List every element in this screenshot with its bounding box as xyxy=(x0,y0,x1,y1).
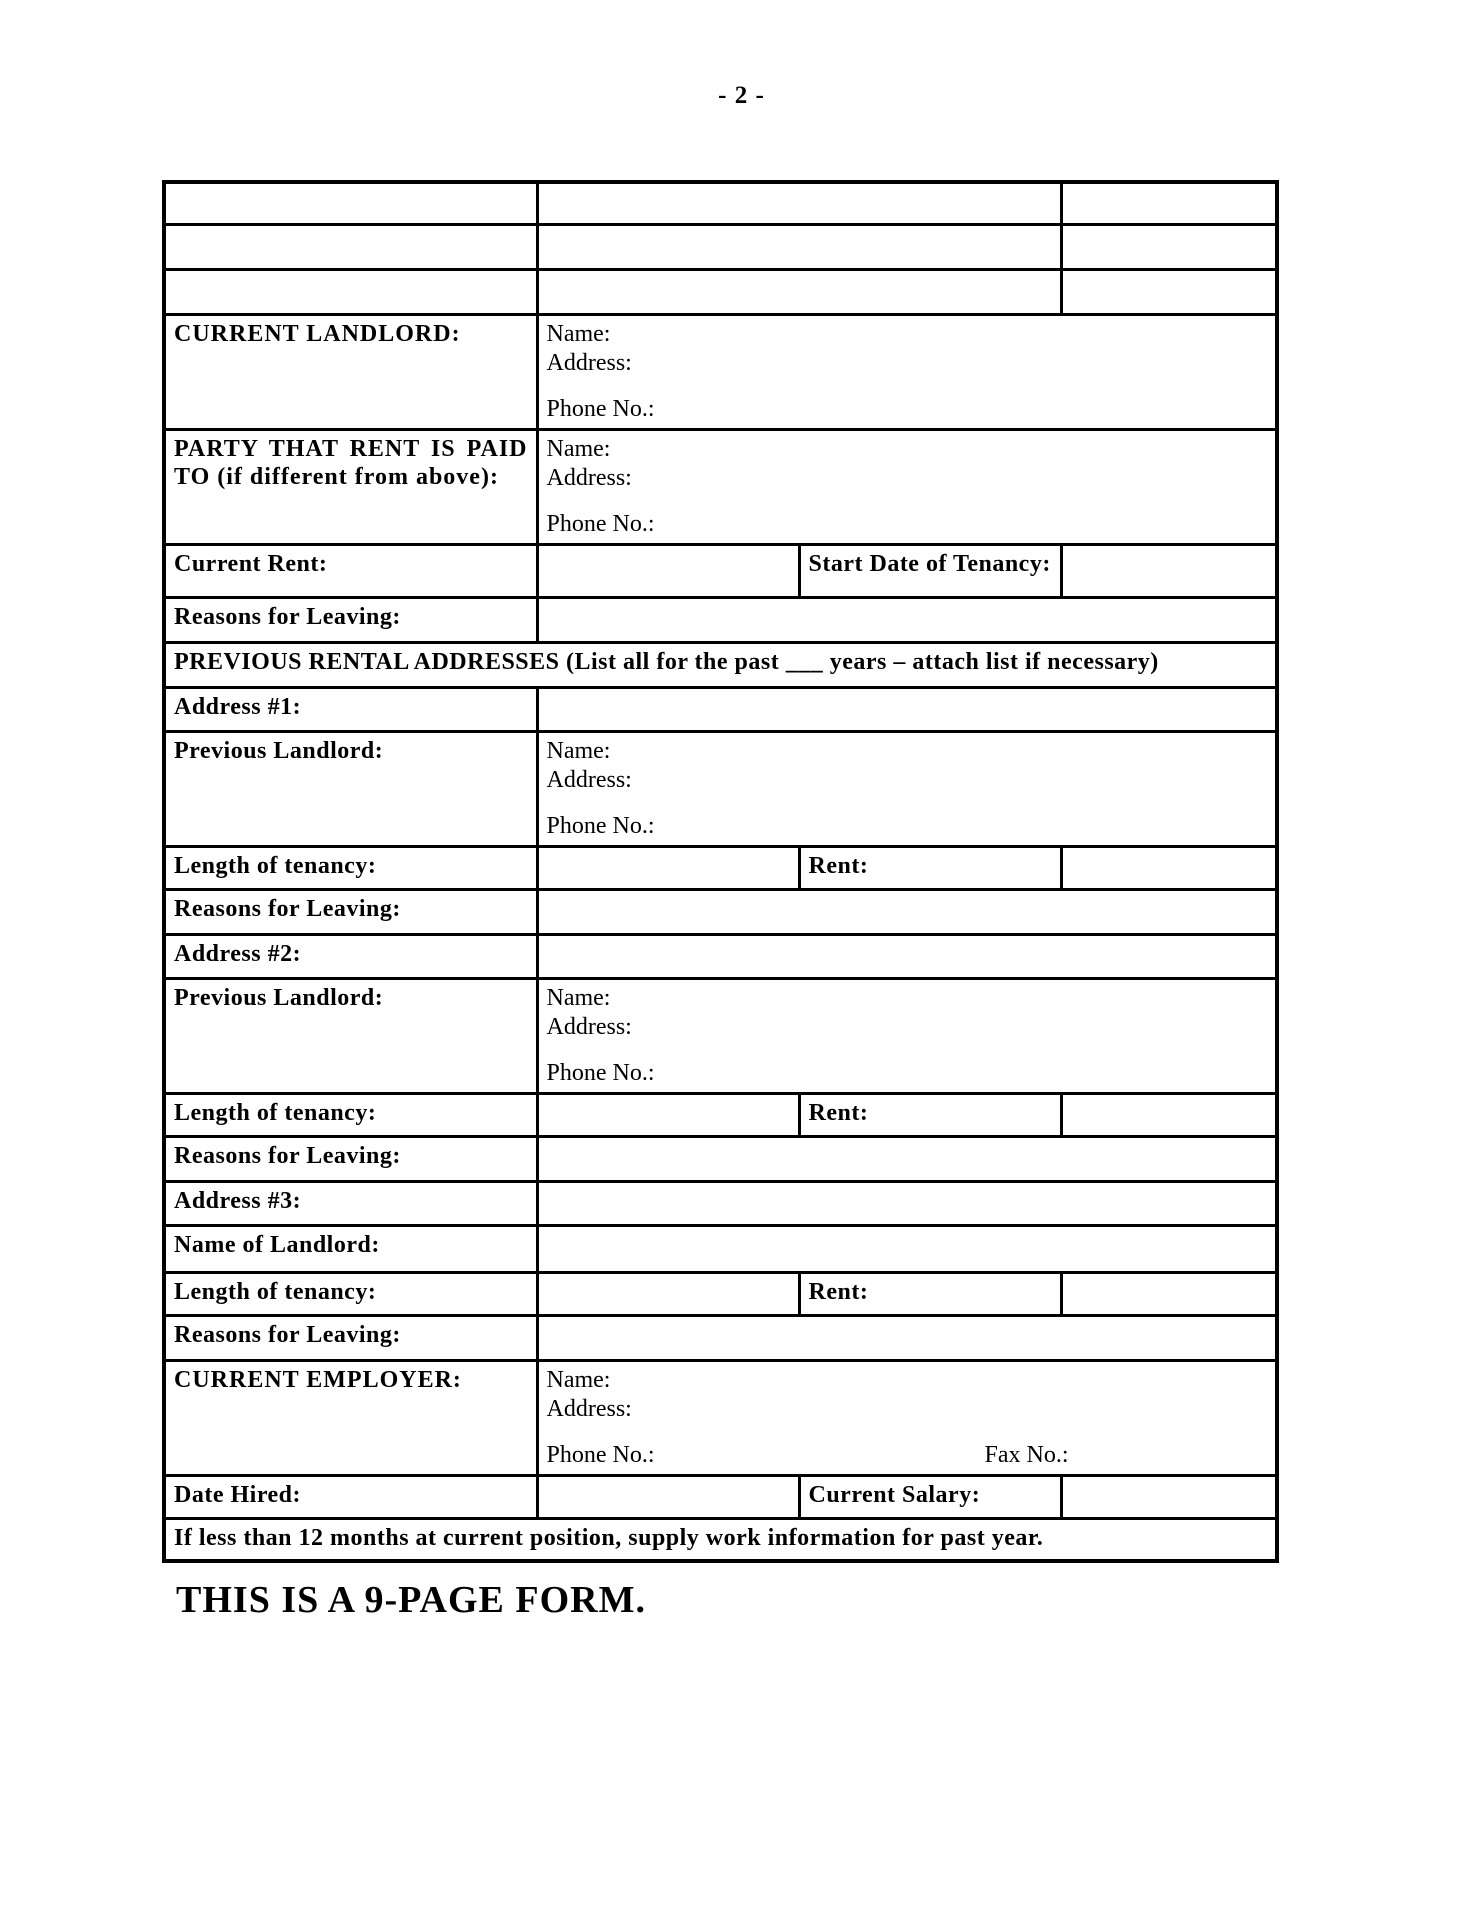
rent-1-value-cell xyxy=(1061,846,1277,889)
previous-rental-header-row xyxy=(164,642,1277,687)
length-of-tenancy-3-row xyxy=(164,1272,1277,1315)
previous-landlord-1-name-label: Name: xyxy=(546,737,611,764)
reasons-for-leaving-2-row xyxy=(164,1136,1277,1181)
start-date-of-tenancy-label: Start Date of Tenancy: xyxy=(799,544,1061,597)
address-3-label: Address #3: xyxy=(164,1181,537,1225)
current-rent-value-cell xyxy=(537,544,799,597)
current-landlord-contact-cell xyxy=(537,314,1277,429)
rent-2-label: Rent: xyxy=(799,1093,1061,1136)
reasons-2-value-cell xyxy=(537,1136,1277,1181)
landlord-name-label: Name: xyxy=(546,320,611,347)
party-rent-paid-row xyxy=(164,429,1277,544)
current-employer-row xyxy=(164,1360,1277,1475)
empty-cell xyxy=(164,182,537,224)
reasons-for-leaving-3-row xyxy=(164,1315,1277,1360)
blank-line xyxy=(547,795,1268,812)
previous-landlord-1-label: Previous Landlord: xyxy=(164,731,537,846)
landlord-phone-label: Phone No.: xyxy=(546,395,655,422)
previous-landlord-2-address-label: Address: xyxy=(546,1013,632,1040)
length-of-tenancy-1-row xyxy=(164,846,1277,889)
length-of-tenancy-3-label: Length of tenancy: xyxy=(164,1272,537,1315)
reasons-1-value-cell xyxy=(537,889,1277,934)
work-information-note: If less than 12 months at current position, supply work information for past year. xyxy=(164,1518,1277,1561)
previous-landlord-2-name-label: Name: xyxy=(546,984,611,1011)
address-3-row xyxy=(164,1181,1277,1225)
date-hired-label: Date Hired: xyxy=(164,1475,537,1518)
party-name-label: Name: xyxy=(546,435,611,462)
rent-2-value-cell xyxy=(1061,1093,1277,1136)
current-landlord-row xyxy=(164,314,1277,429)
current-rent-label: Current Rent: xyxy=(164,544,537,597)
closing-note: THIS IS A 9-PAGE FORM. xyxy=(176,1579,646,1621)
blank-line xyxy=(547,378,1268,395)
empty-row-3 xyxy=(164,269,1277,314)
employer-name-label: Name: xyxy=(546,1366,611,1393)
name-of-landlord-value-cell xyxy=(537,1225,1277,1272)
empty-row-1 xyxy=(164,182,1277,224)
date-hired-value-cell xyxy=(537,1475,799,1518)
date-hired-row xyxy=(164,1475,1277,1518)
party-phone-label: Phone No.: xyxy=(546,510,655,537)
employer-phone-label: Phone No.: xyxy=(546,1441,655,1468)
current-landlord-label: CURRENT LANDLORD: xyxy=(164,314,537,429)
length-of-tenancy-2-label: Length of tenancy: xyxy=(164,1093,537,1136)
party-rent-paid-contact-cell xyxy=(537,429,1277,544)
address-2-label: Address #2: xyxy=(164,934,537,978)
length-1-value-cell xyxy=(537,846,799,889)
empty-cell xyxy=(1061,269,1277,314)
work-information-note-row xyxy=(164,1518,1277,1561)
address-1-row xyxy=(164,687,1277,731)
blank-line xyxy=(547,1042,1268,1059)
current-rent-row xyxy=(164,544,1277,597)
party-address-label: Address: xyxy=(546,464,632,491)
empty-cell xyxy=(1061,224,1277,269)
current-salary-value-cell xyxy=(1061,1475,1277,1518)
previous-landlord-2-contact-cell xyxy=(537,978,1277,1093)
name-of-landlord-label: Name of Landlord: xyxy=(164,1225,537,1272)
empty-cell xyxy=(1061,182,1277,224)
reasons-value-cell xyxy=(537,597,1277,642)
blank-line xyxy=(547,1424,1268,1441)
address-3-value-cell xyxy=(537,1181,1277,1225)
address-2-row xyxy=(164,934,1277,978)
previous-landlord-2-row xyxy=(164,978,1277,1093)
previous-landlord-2-phone-label: Phone No.: xyxy=(546,1059,655,1086)
address-1-label: Address #1: xyxy=(164,687,537,731)
address-1-value-cell xyxy=(537,687,1277,731)
current-employer-label: CURRENT EMPLOYER: xyxy=(164,1360,537,1475)
reasons-for-leaving-current-row xyxy=(164,597,1277,642)
empty-cell xyxy=(537,269,1061,314)
length-3-value-cell xyxy=(537,1272,799,1315)
reasons-for-leaving-2-label: Reasons for Leaving: xyxy=(164,1136,537,1181)
length-of-tenancy-2-row xyxy=(164,1093,1277,1136)
address-2-value-cell xyxy=(537,934,1277,978)
page-number: - 2 - xyxy=(718,82,765,109)
rent-3-value-cell xyxy=(1061,1272,1277,1315)
empty-row-2 xyxy=(164,224,1277,269)
reasons-for-leaving-3-label: Reasons for Leaving: xyxy=(164,1315,537,1360)
rent-1-label: Rent: xyxy=(799,846,1061,889)
start-date-value-cell xyxy=(1061,544,1277,597)
length-of-tenancy-1-label: Length of tenancy: xyxy=(164,846,537,889)
current-employer-contact-cell xyxy=(537,1360,1277,1475)
previous-landlord-2-label: Previous Landlord: xyxy=(164,978,537,1093)
previous-landlord-1-phone-label: Phone No.: xyxy=(546,812,655,839)
empty-cell xyxy=(164,269,537,314)
name-of-landlord-row xyxy=(164,1225,1277,1272)
current-salary-label: Current Salary: xyxy=(799,1475,1061,1518)
previous-landlord-1-address-label: Address: xyxy=(546,766,632,793)
empty-cell xyxy=(537,182,1061,224)
rental-application-table xyxy=(162,180,1279,1563)
previous-rental-header: PREVIOUS RENTAL ADDRESSES (List all for the past ___ years – attach list if necessary) xyxy=(164,642,1277,687)
previous-landlord-1-contact-cell xyxy=(537,731,1277,846)
length-2-value-cell xyxy=(537,1093,799,1136)
employer-phone-fax-line xyxy=(547,1441,1268,1470)
empty-cell xyxy=(537,224,1061,269)
previous-landlord-1-row xyxy=(164,731,1277,846)
employer-address-label: Address: xyxy=(546,1395,632,1422)
reasons-for-leaving-1-label: Reasons for Leaving: xyxy=(164,889,537,934)
reasons-3-value-cell xyxy=(537,1315,1277,1360)
landlord-address-label: Address: xyxy=(546,349,632,376)
party-rent-paid-label: PARTY THAT RENT IS PAID TO (if different from above): xyxy=(164,429,537,544)
reasons-for-leaving-label: Reasons for Leaving: xyxy=(164,597,537,642)
blank-line xyxy=(547,493,1268,510)
employer-fax-label: Fax No.: xyxy=(984,1441,1069,1468)
reasons-for-leaving-1-row xyxy=(164,889,1277,934)
rent-3-label: Rent: xyxy=(799,1272,1061,1315)
empty-cell xyxy=(164,224,537,269)
